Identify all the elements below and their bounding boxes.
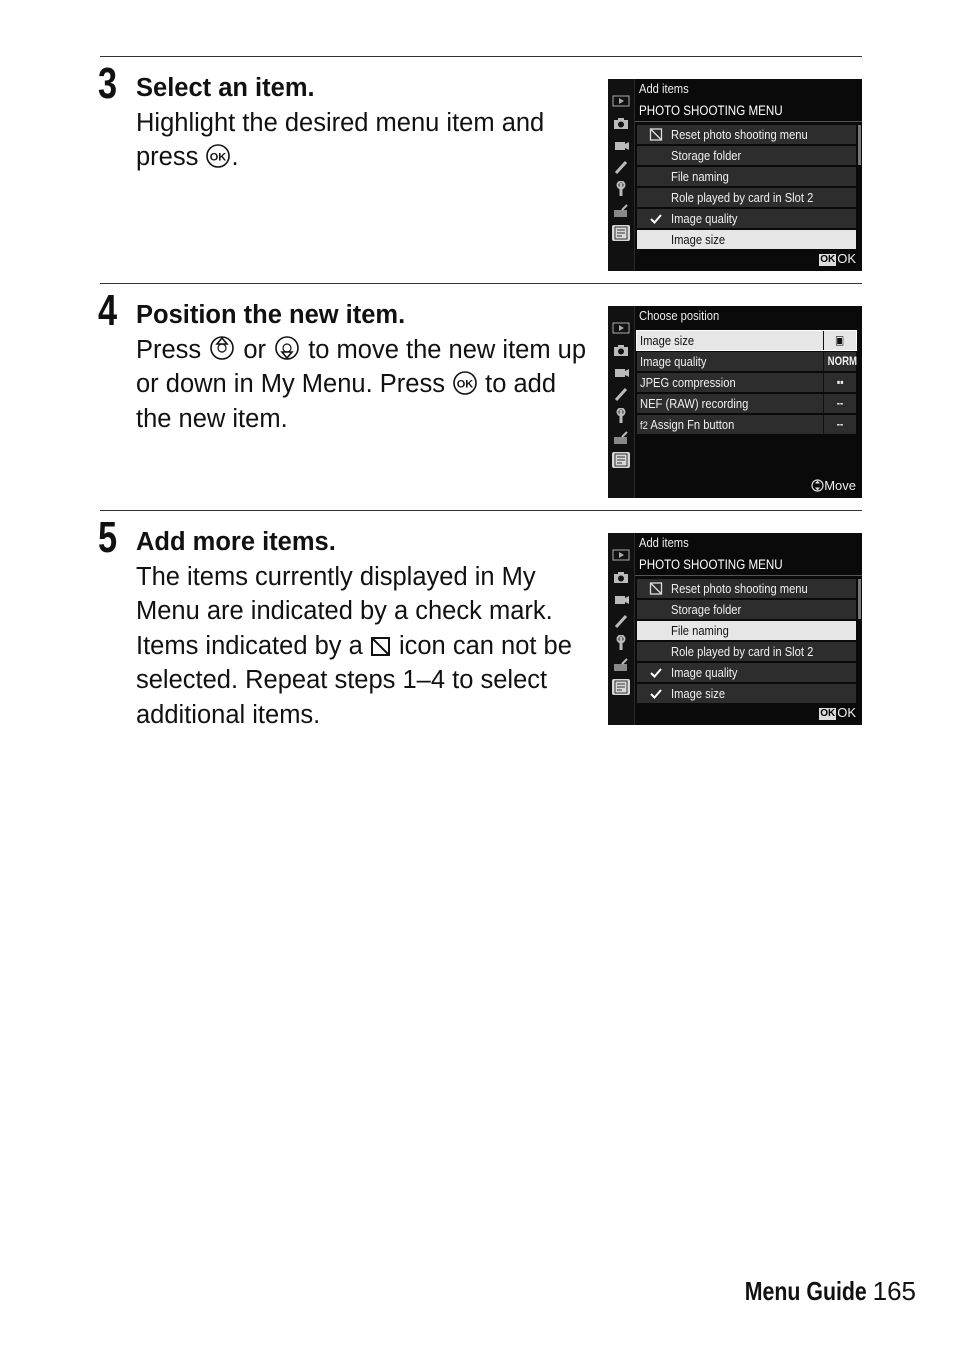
custom-setting-prefix: f2 [640,420,648,432]
camera-tab-icon [612,115,630,131]
menu-item-selected[interactable]: Image size [637,230,856,249]
step-number: 5 [98,513,118,562]
movie-tab-icon [612,364,630,380]
camera-tab-icon [612,342,630,358]
retouch-tab-icon [612,657,630,673]
menu-tab-sidebar [608,306,635,498]
scrollbar[interactable] [858,125,861,165]
setup-tab-icon [612,408,630,424]
menu-item[interactable]: Image quality [637,663,856,682]
menu-item[interactable]: Role played by card in Slot 2 [637,642,856,661]
camera-screen-add-items [608,79,862,271]
menu-item[interactable]: Storage folder [637,600,856,619]
screen-subheader: PHOTO SHOOTING MENU [635,101,862,122]
menu-tab-sidebar [608,533,635,725]
step-body: Highlight the desired menu item and press OK . [136,108,545,171]
check-icon [649,684,663,703]
camera-tab-icon [612,569,630,585]
menu-item[interactable]: Reset photo shooting menu [637,579,856,598]
compression-icon: ▪▪ [823,373,856,392]
divider-step-5 [100,510,862,511]
step-number: 4 [98,286,118,335]
custom-settings-tab-icon [612,613,630,629]
scrollbar[interactable] [858,579,861,619]
my-menu-tab-icon [612,225,630,241]
playback-tab-icon [612,93,630,109]
screen-subheader: PHOTO SHOOTING MENU [635,555,862,576]
menu-item[interactable]: Role played by card in Slot 2 [637,188,856,207]
ok-icon: OK [820,708,836,719]
menu-item-selected[interactable]: File naming [637,621,856,640]
step-number: 3 [98,59,118,108]
position-item[interactable]: JPEG compression ▪▪ [637,373,856,392]
setup-tab-icon [612,635,630,651]
menu-item[interactable]: File naming [637,167,856,186]
unavailable-icon [649,125,663,144]
camera-screen-choose-position [608,306,862,498]
screen-header: Choose position [639,308,720,323]
my-menu-tab-icon [612,679,630,695]
step-title: Select an item. [136,74,315,102]
step-5-text [136,525,588,732]
step-body: Press or to move the new item up or down in My Menu. Press OK to add the new item. [136,335,587,433]
position-item[interactable]: Image quality NORM [637,352,856,371]
movie-tab-icon [612,137,630,153]
check-icon [649,209,663,228]
playback-tab-icon [612,547,630,563]
my-menu-tab-icon [612,452,630,468]
screen-footer: Move [811,478,856,493]
screen-header: Add items [639,535,689,550]
menu-tab-sidebar [608,79,635,271]
menu-item[interactable]: Image quality [637,209,856,228]
page-footer [718,1276,916,1307]
svg-text:OK: OK [210,151,227,164]
step-title: Add more items. [136,528,336,556]
multi-selector-down-icon [273,335,301,361]
retouch-tab-icon [612,430,630,446]
unavailable-icon [649,579,663,598]
screen-footer: OK OK [820,251,856,266]
image-size-icon: ▣ [823,331,856,350]
custom-settings-tab-icon [612,159,630,175]
step-body: The items currently displayed in My Menu are indicated by a check mark. Items indicated by a icon can not be selected. Repeat steps 1–4 to select additional items. [136,562,572,729]
ok-button-icon [205,144,231,168]
custom-settings-tab-icon [612,386,630,402]
setup-tab-icon [612,181,630,197]
position-item[interactable]: NEF (RAW) recording -- [637,394,856,413]
multi-selector-up-icon [208,335,236,361]
step-4-text [136,298,588,436]
menu-item[interactable]: Image size [637,684,856,703]
step-title: Position the new item. [136,301,406,329]
menu-item[interactable]: Storage folder [637,146,856,165]
check-icon [649,663,663,682]
camera-screen-add-more-items [608,533,862,725]
position-item-selected[interactable]: Image size ▣ [637,331,856,350]
page-number: 165 [872,1276,916,1306]
retouch-tab-icon [612,203,630,219]
step-3-text [136,71,588,175]
ok-icon: OK [820,254,836,265]
section-name: Menu Guide [744,1276,867,1306]
position-item[interactable]: f2 Assign Fn button -- [637,415,856,434]
playback-tab-icon [612,320,630,336]
movie-tab-icon [612,591,630,607]
svg-text:OK: OK [456,378,474,391]
screen-footer: OK OK [820,705,856,720]
divider-step-3 [100,56,862,57]
menu-item[interactable]: Reset photo shooting menu [637,125,856,144]
unavailable-icon [370,635,392,657]
multi-selector-icon [811,479,824,492]
ok-button-icon [452,371,478,395]
screen-header: Add items [639,81,689,96]
divider-step-4 [100,283,862,284]
